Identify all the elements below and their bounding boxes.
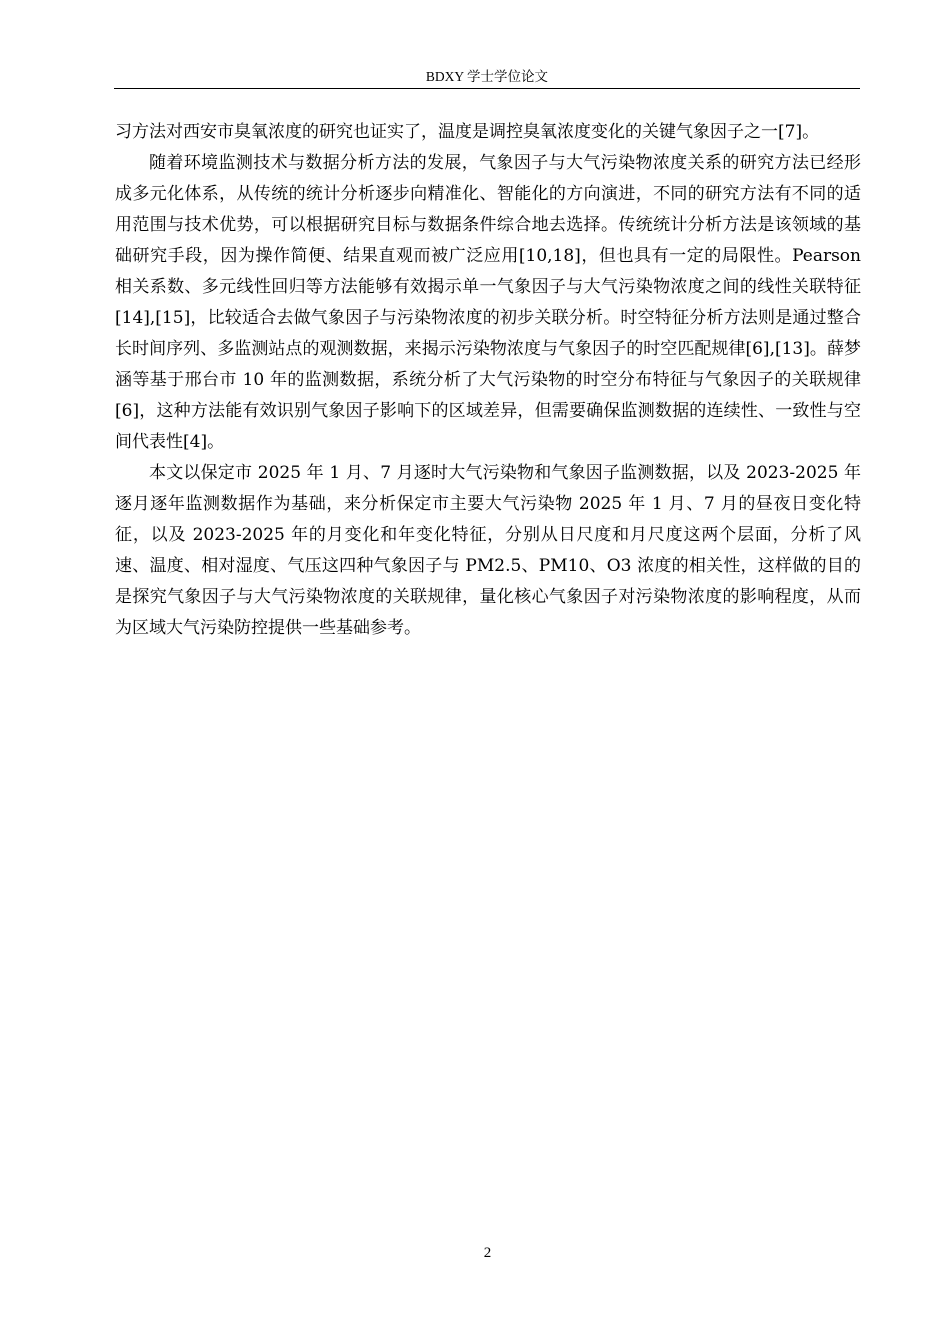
body-text [115,117,861,644]
paragraph-2: 随着环境监测技术与数据分析方法的发展，气象因子与大气污染物浓度关系的研究方法已经形成多元化体系，从传统的统计分析逐步向精准化、智能化的方向演进，不同的研究方法有不同的适用范围与技术优势，可以根据研究目标与数据条件综合地去选择。传统统计分析方法是该领域的基础研究手段，因为操作简便、结果直观而被广泛应用[10,18]，但也具有一定的局限性。Pearson 相关系数、多元线性回归等方法能够有效揭示单一气象因子与大气污染物浓度之间的线性关联特征[14],[15]，比较适合去做气象因子与污染物浓度的初步关联分析。时空特征分析方法则是通过整合长时间序列、多监测站点的观测数据，来揭示污染物浓度与气象因子的时空匹配规律[6],[13]。薛梦涵等基于邢台市 10 年的监测数据，系统分析了大气污染物的时空分布特征与气象因子的关联规律[6]，这种方法能有效识别气象因子影响下的区域差异，但需要确保监测数据的连续性、一致性与空间代表性[4]。 [115,153,861,452]
paragraph-1: 习方法对西安市臭氧浓度的研究也证实了，温度是调控臭氧浓度变化的关键气象因子之一[7]。 [115,122,820,142]
running-header: BDXY 学士学位论文 [114,66,860,89]
paragraph-3: 本文以保定市 2025 年 1 月、7 月逐时大气污染物和气象因子监测数据，以及 2023-2025 年逐月逐年监测数据作为基础，来分析保定市主要大气污染物 2025 年 1 月、7 月的昼夜日变化特征，以及 2023-2025 年的月变化和年变化特征，分别从日尺度和月尺度这两个层面，分析了风速、温度、相对湿度、气压这四种气象因子与 PM2.5、PM10、O3 浓度的相关性，这样做的目的是探究气象因子与大气污染物浓度的关联规律，量化核心气象因子对污染物浓度的影响程度，从而为区域大气污染防控提供一些基础参考。 [115,463,861,638]
page-number: 2 [483,1245,492,1261]
